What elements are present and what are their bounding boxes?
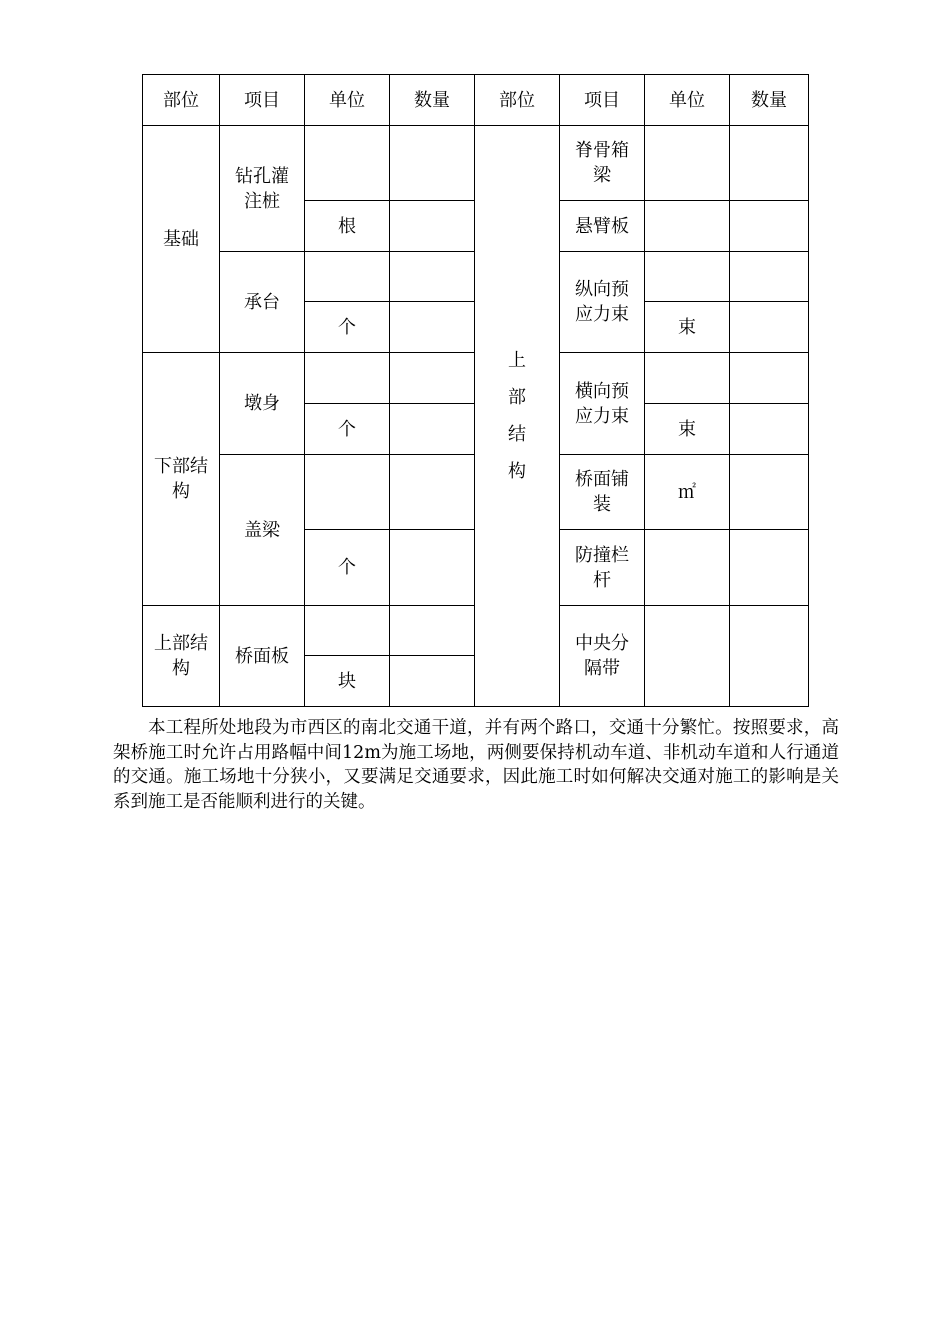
unit-cell bbox=[305, 126, 390, 201]
item-cell bbox=[220, 126, 305, 252]
unit-cell: 束 bbox=[645, 404, 730, 455]
item-label: 中央分隔带 bbox=[575, 633, 629, 679]
quantity-cell bbox=[730, 126, 809, 201]
part-label: 下部结构 bbox=[154, 456, 208, 502]
unit-cell: 块 bbox=[305, 656, 390, 707]
quantity-cell bbox=[730, 455, 809, 530]
quantity-cell bbox=[390, 302, 475, 353]
quantity-cell bbox=[390, 252, 475, 302]
header-cell: 数量 bbox=[730, 75, 809, 126]
item-cell: 墩身 bbox=[220, 353, 305, 455]
unit-cell: 束 bbox=[645, 302, 730, 353]
item-label: 悬臂板 bbox=[575, 215, 629, 237]
item-cell bbox=[560, 606, 645, 707]
unit-cell bbox=[645, 201, 730, 252]
quantity-cell bbox=[730, 302, 809, 353]
quantity-cell bbox=[390, 126, 475, 201]
unit-cell bbox=[645, 606, 730, 707]
table-row bbox=[143, 126, 809, 201]
item-label: 横向预应力束 bbox=[575, 380, 629, 427]
unit-cell: 根 bbox=[305, 201, 390, 252]
part-cell bbox=[143, 353, 220, 606]
part-cell bbox=[143, 606, 220, 707]
unit-cell bbox=[305, 455, 390, 530]
quantity-cell bbox=[390, 201, 475, 252]
unit-cell bbox=[305, 353, 390, 404]
item-cell bbox=[560, 252, 645, 353]
header-cell: 单位 bbox=[645, 75, 730, 126]
header-cell: 部位 bbox=[475, 75, 560, 126]
unit-cell bbox=[645, 126, 730, 201]
quantity-cell bbox=[390, 404, 475, 455]
quantity-cell bbox=[390, 530, 475, 606]
header-cell: 数量 bbox=[390, 75, 475, 126]
header-cell: 项目 bbox=[560, 75, 645, 126]
item-label: 纵向预应力束 bbox=[575, 279, 629, 325]
quantity-cell bbox=[390, 606, 475, 656]
item-cell bbox=[560, 201, 645, 252]
quantity-cell bbox=[390, 656, 475, 707]
quantity-cell bbox=[730, 201, 809, 252]
quantity-cell bbox=[730, 252, 809, 302]
quantity-cell bbox=[730, 353, 809, 404]
header-cell: 项目 bbox=[220, 75, 305, 126]
unit-cell bbox=[645, 353, 730, 404]
item-cell bbox=[560, 530, 645, 606]
item-cell: 盖梁 bbox=[220, 455, 305, 606]
part-cell-right bbox=[475, 126, 560, 707]
quantity-cell bbox=[730, 530, 809, 606]
quantity-cell bbox=[390, 455, 475, 530]
part-label: 上部结构 bbox=[154, 633, 208, 679]
item-cell bbox=[560, 353, 645, 455]
unit-cell: 个 bbox=[305, 302, 390, 353]
unit-cell bbox=[305, 252, 390, 302]
unit-cell bbox=[645, 252, 730, 302]
item-label: 防撞栏杆 bbox=[575, 544, 629, 591]
unit-cell: 个 bbox=[305, 404, 390, 455]
unit-cell: ㎡ bbox=[645, 455, 730, 530]
table-header-row bbox=[143, 75, 809, 126]
item-label: 脊骨箱梁 bbox=[575, 140, 629, 186]
unit-cell bbox=[305, 606, 390, 656]
quantity-cell bbox=[730, 404, 809, 455]
header-cell: 单位 bbox=[305, 75, 390, 126]
part-cell: 基础 bbox=[143, 126, 220, 353]
item-cell bbox=[560, 126, 645, 201]
unit-cell: 个 bbox=[305, 530, 390, 606]
quantity-cell bbox=[390, 353, 475, 404]
body-paragraph: 本工程所处地段为市西区的南北交通干道，并有两个路口，交通十分繁忙。按照要求，高架桥施工时允许占用路幅中间12m为施工场地，两侧要保持机动车道、非机动车道和人行通道的交通。施工场地十分狭小，又要满足交通要求，因此施工时如何解决交通对施工的影响是关系到施工是否能顺利进行的关键。 bbox=[113, 718, 839, 812]
item-label: 钻孔灌注桩 bbox=[235, 165, 289, 212]
header-cell: 部位 bbox=[143, 75, 220, 126]
quantity-cell bbox=[730, 606, 809, 707]
item-cell: 桥面板 bbox=[220, 606, 305, 707]
item-label: 桥面铺装 bbox=[575, 469, 629, 515]
vertical-part-label: 上部结构 bbox=[508, 350, 526, 482]
item-cell bbox=[560, 455, 645, 530]
unit-cell bbox=[645, 530, 730, 606]
item-cell: 承台 bbox=[220, 252, 305, 353]
quantity-table bbox=[142, 74, 809, 707]
